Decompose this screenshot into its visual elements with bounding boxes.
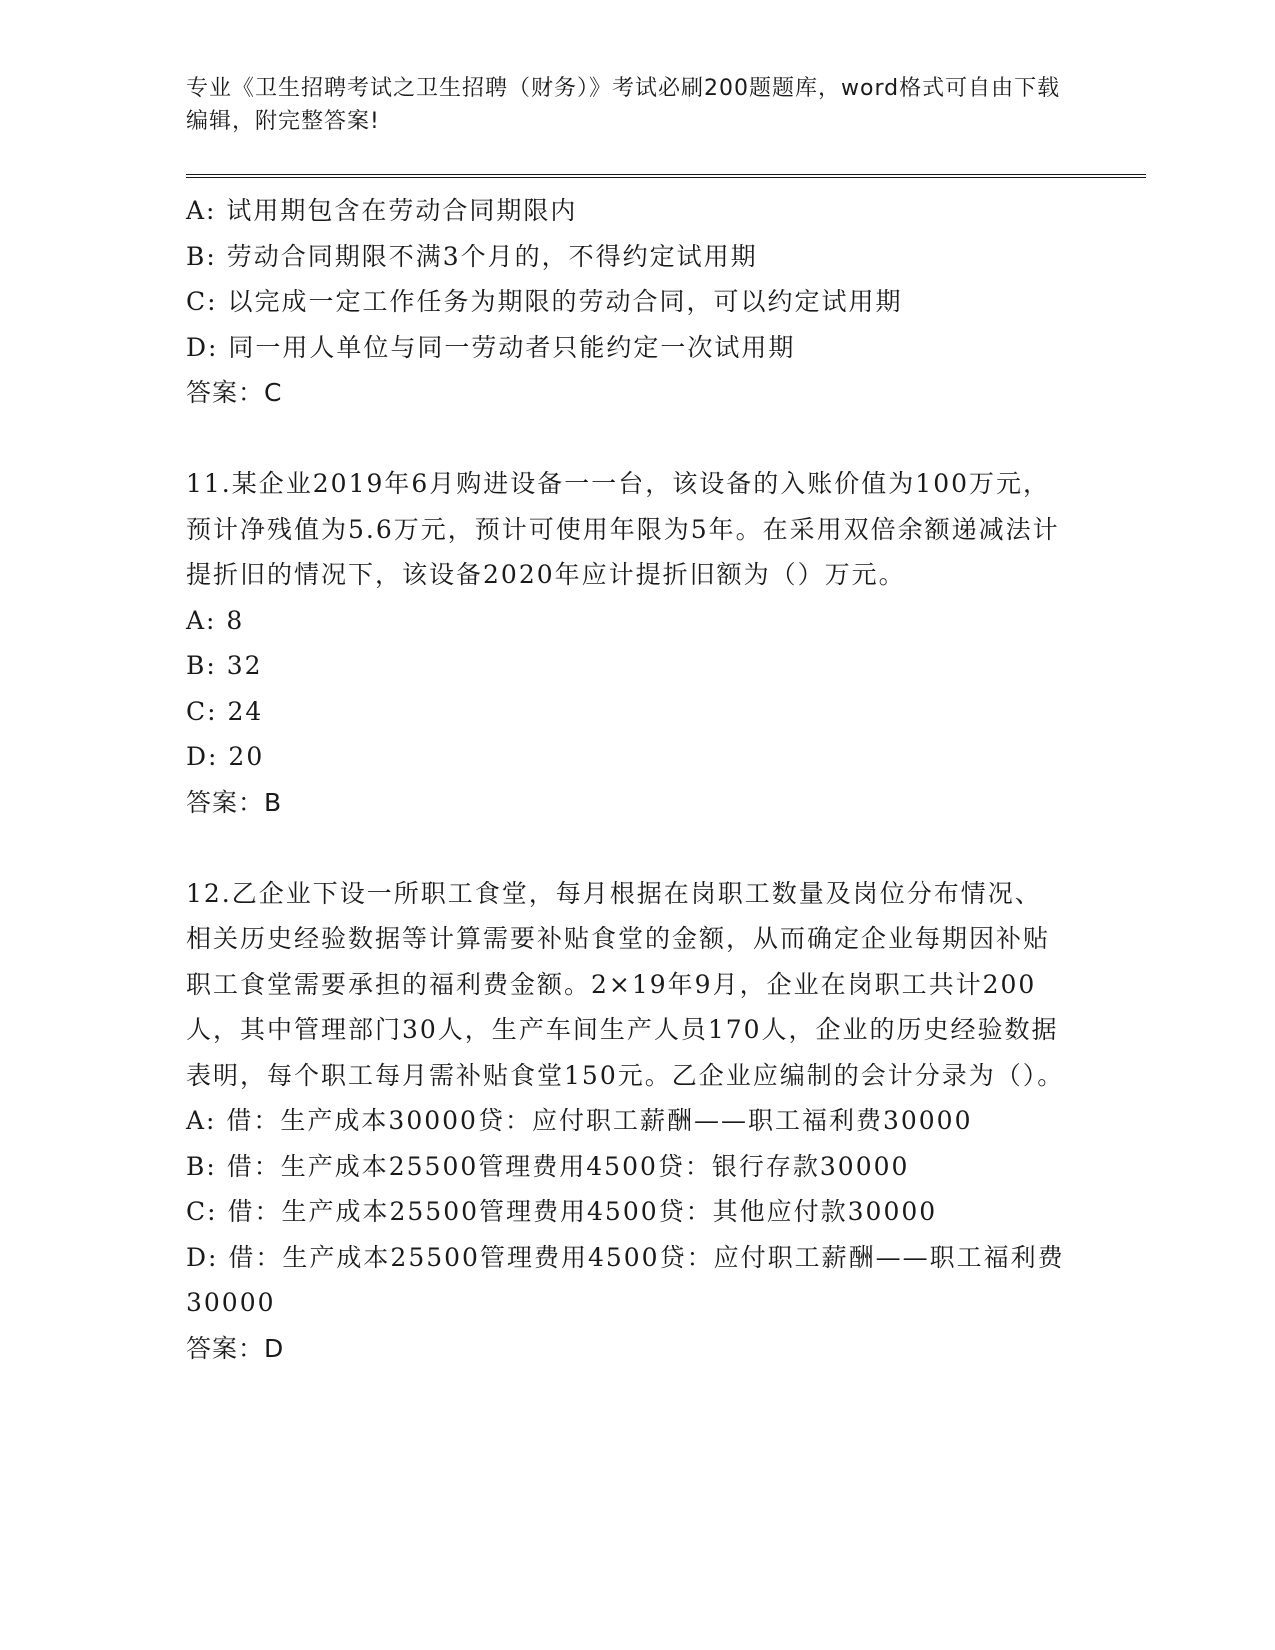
header-divider (186, 174, 1146, 178)
spacer (186, 416, 1066, 462)
q11-answer: 答案：B (186, 787, 283, 817)
q11-text: 11.某企业2019年6月购进设备一一台，该设备的入账价值为100万元，预计净残值为5.6万元，预计可使用年限为5年。在采用双倍余额递减法计提折旧的情况下，该设备2020年应计提折旧额为（）万元。 (186, 469, 1060, 589)
q10-option-a: A: 试用期包含在劳动合同期限内 (186, 196, 578, 225)
q11-option-c: C: 24 (186, 696, 264, 726)
question-11-block (186, 461, 1066, 825)
q10-option-d: D: 同一用人单位与同一劳动者只能约定一次试用期 (186, 332, 796, 362)
q12-answer: 答案：D (186, 1333, 285, 1363)
document-title: 专业《卫生招聘考试之卫生招聘（财务）》考试必刷200题题库，word格式可自由下载编辑，附完整答案! (186, 76, 1061, 134)
q12-text: 12.乙企业下设一所职工食堂，每月根据在岗职工数量及岗位分布情况、相关历史经验数据等计算需要补贴食堂的金额，从而确定企业每期因补贴职工食堂需要承担的福利费金额。2×19年9月，企业在岗职工共计200人，其中管理部门30人，生产车间生产人员170人，企业的历史经验数据表明，每个职工每月需补贴食堂150元。乙企业应编制的会计分录为（）。 (186, 878, 1065, 1090)
q11-option-b: B: 32 (186, 651, 263, 680)
q12-option-b: B: 借：生产成本25500管理费用4500贷：银行存款30000 (186, 1151, 910, 1181)
q10-answer: 答案：C (186, 378, 283, 407)
q12-option-c: C: 借：生产成本25500管理费用4500贷：其他应付款30000 (186, 1197, 938, 1226)
q12-option-a: A: 借：生产成本30000贷：应付职工薪酬——职工福利费30000 (186, 1106, 973, 1135)
q11-option-d: D: 20 (186, 742, 265, 771)
document-body (186, 188, 1066, 1371)
q12-option-d: D: 借：生产成本25500管理费用4500贷：应付职工薪酬——职工福利费30000 (186, 1242, 1065, 1317)
q10-option-c: C: 以完成一定工作任务为期限的劳动合同，可以约定试用期 (186, 287, 903, 316)
q11-option-a: A: 8 (186, 605, 245, 635)
document-header (186, 72, 1066, 138)
question-12-block (186, 871, 1066, 1372)
q10-option-b: B: 劳动合同期限不满3个月的，不得约定试用期 (186, 241, 758, 271)
question-10-block (186, 188, 1066, 416)
spacer (186, 825, 1066, 871)
